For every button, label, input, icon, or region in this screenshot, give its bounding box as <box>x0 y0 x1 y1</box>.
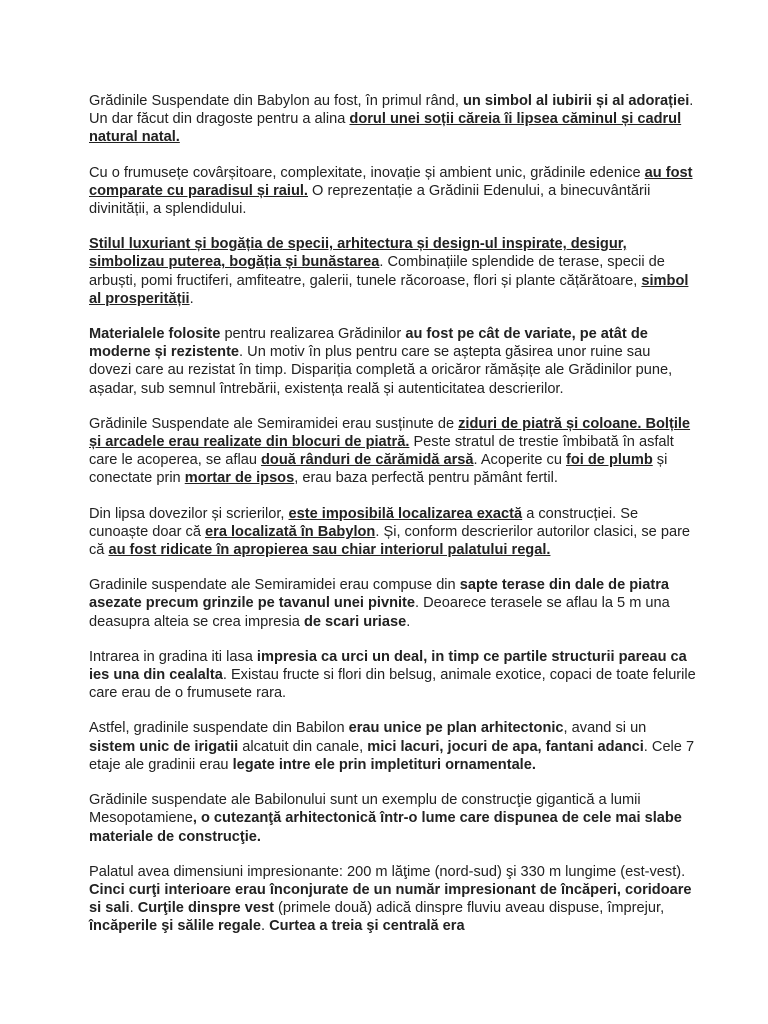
bold-underlined-text-run: era localizată în Babylon <box>205 523 376 540</box>
text-run: Intrarea in gradina iti lasa <box>89 648 257 665</box>
text-run: Grădinile Suspendate din Babylon au fost, în primul rând, <box>89 93 463 109</box>
bold-text-run: sistem unic de irigatii <box>89 738 239 755</box>
paragraph <box>89 164 696 219</box>
text-run: Peste stratul de trestie îmbibată în asfalt care le acoperea, se aflau <box>89 434 674 469</box>
text-run: Astfel, gradinile suspendate din Babilon <box>89 720 349 737</box>
text-run: și conectate prin <box>89 452 668 487</box>
text-run: . Cele 7 etaje ale gradinii erau <box>89 738 695 773</box>
text-run: . Și, conform descrierilor autorilor clasici, se pare că <box>89 523 691 559</box>
text-run: Din lipsa dovezilor și scrierilor, <box>89 505 289 522</box>
text-run: Palatul avea dimensiuni impresionante: 200 m lăţime (nord-sud) şi 330 m lungime (est-vest). <box>89 863 686 880</box>
bold-text-run: Curtea a treia şi centrală era <box>269 918 465 935</box>
text-run: . Acoperite cu <box>473 452 566 469</box>
bold-text-run: încăperile şi sălile regale <box>89 918 261 935</box>
bold-text-run: mici lacuri, jocuri de apa, fantani adanci <box>367 738 644 755</box>
text-run: . Deoarece terasele se aflau la 5 m una deasupra alteia se crea impresia <box>89 595 670 630</box>
text-run: , avand si un <box>563 720 647 737</box>
text-run: . <box>189 290 194 307</box>
text-run: . Un dar făcut din dragoste pentru a alina <box>89 93 694 128</box>
paragraph <box>89 505 696 560</box>
paragraph <box>89 415 696 488</box>
bold-text-run: sapte terase din dale de piatra asezate precum grinzile pe tavanul unei pivnite <box>89 577 669 612</box>
bold-text-run: Materialele folosite <box>89 326 221 343</box>
bold-text-run: Cinci curţi interioare erau înconjurate de un număr impresionant de încăperi, coridoare si sali <box>89 881 692 917</box>
text-run: pentru realizarea Grădinilor <box>220 326 406 343</box>
paragraph <box>89 791 696 846</box>
bold-underlined-text-run: dorul unei soții căreia îi lipsea căminul și cadrul natural natal. <box>89 111 682 146</box>
bold-text-run: erau unice pe plan arhitectonic <box>348 720 564 737</box>
text-run: . <box>129 900 138 917</box>
bold-text-run: un simbol al iubirii și al adorației <box>463 93 690 109</box>
bold-underlined-text-run: ziduri de piatră și coloane. Bolțile și arcadele erau realizate din blocuri de piatră. <box>89 415 691 451</box>
bold-text-run: , o cutezanţă arhitectonică într-o lume care dispunea de cele mai slabe materiale de construcţie. <box>89 810 682 845</box>
bold-underlined-text-run: au fost comparate cu paradisul și raiul. <box>89 164 693 199</box>
document-body <box>89 92 696 936</box>
text-run: alcatuit din canale, <box>238 738 368 755</box>
bold-text-run: impresia ca urci un deal, in timp ce partile structurii pareau ca ies una din cealalta <box>89 648 687 684</box>
text-run: a construcției. Se cunoaște doar că <box>89 505 639 540</box>
bold-underlined-text-run: au fost ridicate în apropierea sau chiar interiorul palatului regal. <box>108 542 551 559</box>
paragraph <box>89 235 696 308</box>
text-run: O reprezentație a Grădinii Edenului, a binecuvântării divinității, a splendidului. <box>89 182 651 218</box>
text-run: . Un motiv în plus pentru care se aștepta găsirea unor ruine sau dovezi care au rezistat în timp. Dispariția completă a oricăror rămășițe ale Grădinilor pune, așadar, sub semnul întrebării, existența reală și autenticitatea descrierilor. <box>89 344 673 397</box>
text-run: Gradinile suspendate ale Semiramidei erau compuse din <box>89 577 460 594</box>
paragraph <box>89 576 696 631</box>
text-run: Cu o frumusețe covârșitoare, complexitate, inovație și ambient unic, grădinile edenice <box>89 164 645 181</box>
paragraph <box>89 863 696 936</box>
text-run: , erau baza perfectă pentru pământ fertil. <box>294 470 558 487</box>
paragraph <box>89 325 696 398</box>
text-run: Grădinile Suspendate ale Semiramidei erau susținute de <box>89 415 459 432</box>
paragraph <box>89 92 696 147</box>
text-run: . <box>260 918 270 935</box>
text-run: Grădinile suspendate ale Babilonului sunt un exemplu de construcţie gigantică a lumii Mesopotamiene <box>89 792 641 827</box>
bold-underlined-text-run: mortar de ipsos <box>184 470 295 487</box>
text-run: . Combinațiile splendide de terase, specii de arbuști, pomi fructiferi, amfiteatre, galerii, tunele răcoroase, flori și plante cățărătoare, <box>89 254 665 289</box>
bold-underlined-text-run: două rânduri de cărămidă arsă <box>261 452 474 469</box>
bold-underlined-text-run: foi de plumb <box>566 452 653 469</box>
paragraph <box>89 648 696 703</box>
bold-text-run: de scari uriase <box>303 613 407 630</box>
bold-text-run: Curţile dinspre vest <box>137 900 274 917</box>
bold-underlined-text-run: Stilul luxuriant și bogăția de specii, arhitectura și design-ul inspirate, desigur, simbolizau puterea, bogăția și bunăstarea <box>89 236 627 271</box>
text-run: . <box>406 613 411 630</box>
bold-underlined-text-run: simbol al prosperității <box>89 272 689 307</box>
text-run: (primele două) adică dinspre fluviu aveau dispuse, împrejur, <box>273 900 665 917</box>
bold-text-run: au fost pe cât de variate, pe atât de moderne și rezistente <box>89 326 648 361</box>
bold-text-run: legate intre ele prin impletituri ornamentale. <box>232 756 536 773</box>
text-run: . Existau fructe si flori din belsug, animale exotice, copaci de toate felurile care erau de o frumusete rara. <box>89 667 696 702</box>
bold-underlined-text-run: este imposibilă localizarea exactă <box>288 505 523 522</box>
paragraph <box>89 719 696 774</box>
